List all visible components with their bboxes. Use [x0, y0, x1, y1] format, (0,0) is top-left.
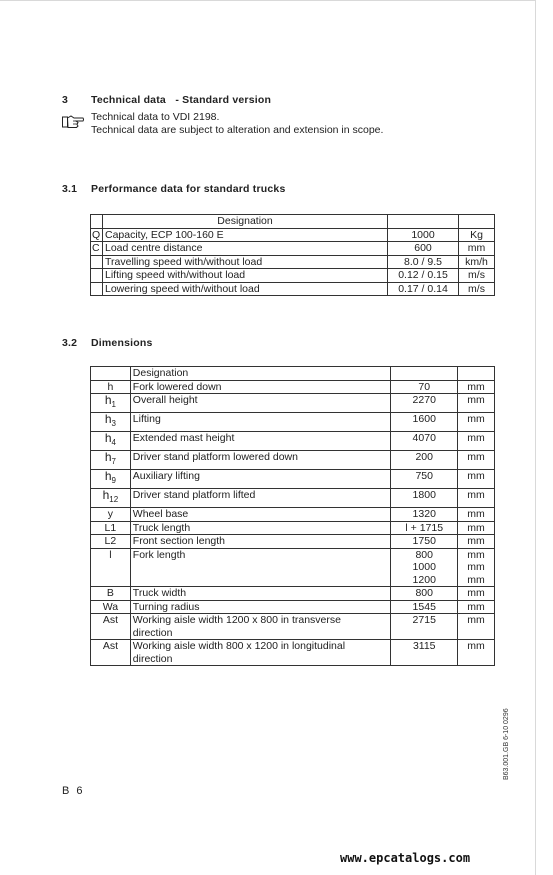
- section-number: 3.2: [62, 337, 78, 349]
- row-designation: Lifting: [130, 413, 391, 432]
- section-title: Technical data - Standard version: [91, 94, 272, 106]
- row-designation: [130, 614, 391, 640]
- row-unit: mm: [458, 535, 495, 549]
- row-symbol: [91, 394, 131, 413]
- table-header-row: [91, 367, 495, 381]
- table-cell: [388, 215, 459, 229]
- row-symbol: y: [91, 508, 131, 522]
- row-unit: mm: [467, 561, 485, 573]
- row-value: 1800: [391, 489, 458, 508]
- table-header-row: [91, 215, 495, 229]
- row-designation: Wheel base: [130, 508, 391, 522]
- row-value: 1000: [388, 228, 459, 242]
- symbol-letter: h: [107, 380, 114, 393]
- page-top-border: [0, 0, 535, 1]
- symbol-subscript: 3: [111, 419, 116, 428]
- symbol-letter: h: [104, 431, 112, 445]
- row-value: 3115: [391, 640, 458, 666]
- designation-line: direction: [132, 626, 173, 639]
- symbol-subscript: 9: [111, 476, 116, 485]
- row-value: 1545: [391, 600, 458, 614]
- designation-header: Designation: [103, 215, 388, 229]
- row-symbol: l: [91, 548, 131, 587]
- row-unit: mm: [458, 600, 495, 614]
- table-cell: [91, 215, 103, 229]
- page-number: B 6: [62, 785, 85, 797]
- row-unit: mm: [467, 548, 485, 561]
- symbol-subscript: 12: [109, 495, 119, 504]
- row-symbol: L2: [91, 535, 131, 549]
- row-value: 600: [388, 242, 459, 256]
- row-designation: Travelling speed with/without load: [103, 255, 388, 269]
- symbol-letter: h: [104, 412, 112, 426]
- row-symbol: [91, 451, 131, 470]
- designation-header: Designation: [130, 367, 391, 381]
- section-number: 3: [62, 94, 69, 106]
- row-code: [91, 269, 103, 283]
- table-cell: [458, 367, 495, 381]
- row-unit: mm: [458, 380, 495, 394]
- row-value: 750: [391, 470, 458, 489]
- pointing-hand-icon: [62, 114, 84, 130]
- designation-line: Working aisle width 800 x 1200 in longitudinal: [132, 640, 346, 652]
- table-row: [91, 413, 495, 432]
- symbol-subscript: 7: [111, 457, 116, 466]
- row-symbol: [91, 432, 131, 451]
- row-unit: mm: [458, 451, 495, 470]
- row-symbol: Ast: [91, 640, 131, 666]
- designation-line: direction: [132, 652, 173, 665]
- row-designation: Fork lowered down: [130, 380, 391, 394]
- row-unit: mm: [458, 508, 495, 522]
- row-designation: Driver stand platform lifted: [130, 489, 391, 508]
- row-value: l + 1715: [391, 521, 458, 535]
- table-cell: [91, 367, 131, 381]
- table-row: [91, 228, 495, 242]
- row-unit: mm: [458, 489, 495, 508]
- row-unit: mm: [458, 521, 495, 535]
- table-row: [91, 242, 495, 256]
- table-row: [91, 255, 495, 269]
- row-value: 1600: [391, 413, 458, 432]
- row-code: Q: [91, 228, 103, 242]
- table-row: [91, 394, 495, 413]
- row-designation: Auxiliary lifting: [130, 470, 391, 489]
- row-designation: Truck width: [130, 587, 391, 601]
- table-cell: [391, 367, 458, 381]
- row-code: [91, 282, 103, 296]
- row-value: 0.17 / 0.14: [388, 282, 459, 296]
- row-designation: Fork length: [130, 548, 391, 587]
- row-designation: Load centre distance: [103, 242, 388, 256]
- row-value: 2715: [391, 614, 458, 640]
- row-symbol: L1: [91, 521, 131, 535]
- row-value: 1320: [391, 508, 458, 522]
- table-row: [91, 470, 495, 489]
- row-unit: mm: [458, 614, 495, 640]
- row-designation: Truck length: [130, 521, 391, 535]
- row-designation: Turning radius: [130, 600, 391, 614]
- row-value: 2270: [391, 394, 458, 413]
- symbol-letter: h: [104, 469, 112, 483]
- row-unit: mm: [458, 413, 495, 432]
- row-units: [458, 548, 495, 587]
- row-unit: Kg: [459, 228, 495, 242]
- section-title: Dimensions: [91, 337, 153, 349]
- row-unit: mm: [458, 394, 495, 413]
- dimensions-table: [90, 366, 495, 666]
- symbol-subscript: 1: [111, 400, 116, 409]
- note-line-1: Technical data to VDI 2198.: [91, 111, 220, 123]
- designation-line: Working aisle width 1200 x 800 in transverse: [132, 614, 341, 626]
- row-value: 1000: [412, 561, 436, 573]
- table-row: [91, 282, 495, 296]
- row-designation: [130, 640, 391, 666]
- table-row: [91, 587, 495, 601]
- table-row: [91, 508, 495, 522]
- row-designation: Extended mast height: [130, 432, 391, 451]
- row-value: 800: [391, 587, 458, 601]
- row-unit: mm: [459, 242, 495, 256]
- table-row: [91, 521, 495, 535]
- table-row: [91, 614, 495, 640]
- row-value: 4070: [391, 432, 458, 451]
- table-row: [91, 451, 495, 470]
- row-value: 1750: [391, 535, 458, 549]
- document-code: B63.001.GB 6-10 0296: [503, 708, 510, 780]
- table-row: [91, 600, 495, 614]
- row-symbol: [91, 470, 131, 489]
- table-row: [91, 269, 495, 283]
- row-symbol: [91, 489, 131, 508]
- row-value: 800: [415, 548, 433, 561]
- row-symbol: [91, 380, 131, 394]
- row-values: [391, 548, 458, 587]
- note-line-2: Technical data are subject to alteration and extension in scope.: [91, 124, 384, 136]
- symbol-subscript: 4: [111, 438, 116, 447]
- row-code: C: [91, 242, 103, 256]
- row-symbol: [91, 413, 131, 432]
- row-code: [91, 255, 103, 269]
- row-symbol: B: [91, 587, 131, 601]
- row-unit: mm: [458, 640, 495, 666]
- row-unit: m/s: [459, 282, 495, 296]
- note-text: [91, 111, 383, 137]
- symbol-letter: h: [102, 488, 110, 502]
- row-unit: mm: [467, 573, 485, 586]
- performance-data-table: [90, 214, 495, 296]
- table-cell: [459, 215, 495, 229]
- row-unit: km/h: [459, 255, 495, 269]
- row-designation: Lowering speed with/without load: [103, 282, 388, 296]
- row-unit: mm: [458, 587, 495, 601]
- table-row: [91, 640, 495, 666]
- row-designation: Front section length: [130, 535, 391, 549]
- table-row: [91, 489, 495, 508]
- symbol-letter: h: [104, 393, 112, 407]
- symbol-letter: h: [104, 450, 112, 464]
- row-value: 200: [391, 451, 458, 470]
- row-designation: Capacity, ECP 100-160 E: [103, 228, 388, 242]
- table-row: [91, 548, 495, 587]
- row-designation: Lifting speed with/without load: [103, 269, 388, 283]
- row-value: 0.12 / 0.15: [388, 269, 459, 283]
- row-unit: m/s: [459, 269, 495, 283]
- row-unit: mm: [458, 470, 495, 489]
- row-symbol: Wa: [91, 600, 131, 614]
- footer-url: www.epcatalogs.com: [340, 851, 471, 865]
- table-row: [91, 432, 495, 451]
- row-unit: mm: [458, 432, 495, 451]
- page-right-border: [535, 0, 536, 875]
- row-value: 70: [391, 380, 458, 394]
- row-value: 8.0 / 9.5: [388, 255, 459, 269]
- section-number: 3.1: [62, 183, 78, 195]
- row-designation: Overall height: [130, 394, 391, 413]
- row-designation: Driver stand platform lowered down: [130, 451, 391, 470]
- table-row: [91, 380, 495, 394]
- row-symbol: Ast: [91, 614, 131, 640]
- row-value: 1200: [412, 573, 436, 586]
- table-row: [91, 535, 495, 549]
- section-title: Performance data for standard trucks: [91, 183, 286, 195]
